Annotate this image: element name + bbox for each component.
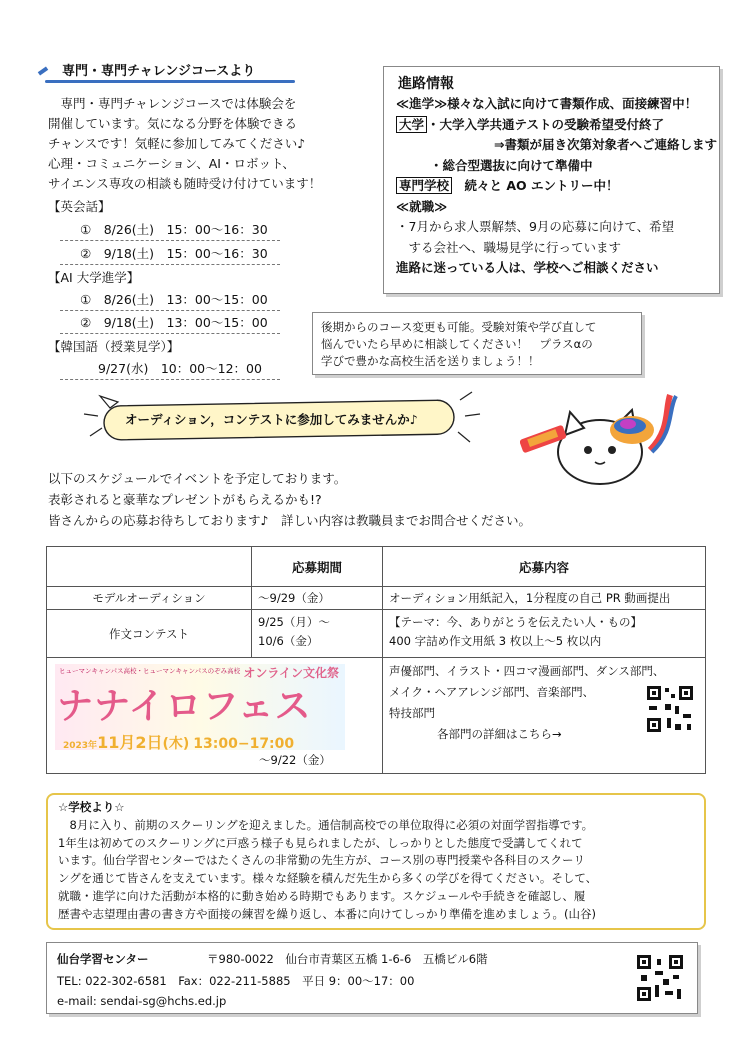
fest-title: ナナイロフェス bbox=[57, 686, 312, 727]
career-info-lines: ≪進学≫様々な入試に向けて書類作成、面接練習中！ 大学 ・大学入学共通テストの受験希望受付終了 ⇒書類が届き次第対象者へご連絡します ・総合型選抜に向けて準備中 専門学校 続々と AO エントリー中！ ≪就職≫ ・7月から求人票解禁、9月の応募に向けて、希望 する会社へ、職場見学に行っています 進路に迷っている人は、学校へご相談ください bbox=[396, 96, 717, 275]
center-address: 〒980-0022 仙台市青葉区五橋 1-6-6 五橋ビル6階 bbox=[207, 952, 488, 966]
table-header-content: 応募内容 bbox=[383, 547, 706, 587]
events-intro: 以下のスケジュールでイベントを予定しております。 表彰されると豪華なプレゼントがもらえるかも!? 皆さんからの応募お待ちしております♪ 詳しい内容は教職員までお問合せください。 bbox=[48, 471, 531, 528]
detail-link-text[interactable]: 各部門の詳細はこちら→ bbox=[437, 727, 562, 741]
qr-code-icon[interactable] bbox=[645, 684, 695, 734]
center-contact: TEL: 022-302-6581 Fax：022-211-5885 平日 9：00～17：00 bbox=[57, 974, 415, 988]
dashed-divider bbox=[60, 310, 280, 311]
footer-contact-box bbox=[46, 942, 698, 1014]
event-content: 声優部門、イラスト・四コマ漫画部門、ダンス部門、 メイク・ヘアアレンジ部門、音楽部門、 特技部門 各部門の詳細はこちら→ bbox=[383, 658, 706, 774]
career-info-title: 進路情報 bbox=[398, 76, 454, 92]
schedule-group-label: 【英会話】 bbox=[48, 199, 111, 214]
table-header-blank bbox=[47, 547, 252, 587]
banner-text: オーディション，コンテストに参加してみませんか♪ bbox=[125, 412, 418, 427]
dashed-divider bbox=[60, 333, 280, 334]
cat-painter-illustration bbox=[520, 390, 700, 500]
tag-vocational-school: 専門学校 bbox=[396, 177, 452, 194]
schedule-group-label: 【韓国語（授業見学）】 bbox=[48, 339, 180, 354]
schedule-group-label: 【AI 大学進学】 bbox=[48, 270, 140, 285]
event-period: ～9/29（金） bbox=[252, 587, 383, 610]
fest-cell bbox=[47, 658, 383, 774]
event-content: オーディション用紙記入，1分程度の自己 PR 動画提出 bbox=[383, 587, 706, 610]
center-email[interactable]: e-mail: sendai-sg@hchs.ed.jp bbox=[57, 994, 227, 1008]
dashed-divider bbox=[60, 240, 280, 241]
fest-date: 2023年11月2日(木) 13:00−17:00 bbox=[63, 733, 295, 750]
event-name: モデルオーディション bbox=[47, 587, 252, 610]
courses-title: 専門・専門チャレンジコースより bbox=[62, 64, 256, 79]
school-message-box: ☆学校より☆ 8月に入り、前期のスクーリングを迎えました。通信制高校での単位取得に必須の対面学習指導です。 1年生は初めてのスクーリングに戸惑う様子も見られましたが、しっかりとした態度で受講してくれて います。仙台学習センターではたくさんの非常勤の先生方が、コース別の専門授業や各科目のスクーリ ングを通じて皆さんを支えています。様々な経験を積んだ先生から多くの学びを得てください。そして、 就職・進学に向けた活動が本格的に動き始める時期でもあります。スケジュールや手続きを確認し、履 歴書や志望理由書の書き方や面接の練習を繰り返し、本番に向けてしっかり準備を進めましょう。(山谷) bbox=[46, 793, 706, 930]
table-header-period: 応募期間 bbox=[252, 547, 383, 587]
pencil-icon bbox=[36, 64, 50, 78]
schedule-item: ② 9/18(土) 15：00～16：30 bbox=[80, 246, 268, 261]
center-name: 仙台学習センター bbox=[57, 952, 149, 966]
dashed-divider bbox=[60, 379, 280, 380]
schedule-item: 9/27(水) 10：00～12：00 bbox=[98, 361, 262, 376]
events-table bbox=[46, 546, 706, 774]
courses-intro: 専門・専門チャレンジコースでは体験会を 開催しています。気になる分野を体験できる チャンスです！気軽に参加してみてください♪ 心理・コミュニケーション、AI・ロボット、 サイエンス専攻の相談も随時受け付けています！ bbox=[48, 96, 322, 191]
school-message-title: ☆学校より☆ bbox=[58, 800, 125, 814]
dashed-divider bbox=[60, 264, 280, 265]
schedule-item: ① 8/26(土) 13：00～15：00 bbox=[80, 292, 268, 307]
courses-title-underline bbox=[45, 80, 295, 83]
schedule-item: ① 8/26(土) 15：00～16：30 bbox=[80, 222, 268, 237]
event-period: ～9/22（金） bbox=[259, 753, 331, 767]
schedule-item: ② 9/18(土) 13：00～15：00 bbox=[80, 315, 268, 330]
event-period: 9/25（月）～ 10/6（金） bbox=[252, 610, 383, 658]
fest-poster: ヒューマンキャンパス高校・ヒューマンキャンパスのぞみ高校 オンライン文化祭 ナナイロフェス 2023年11月2日(木) 13:00−17:00 bbox=[55, 664, 345, 750]
tag-university: 大学 bbox=[396, 116, 427, 133]
course-change-note: 後期からのコース変更も可能。受験対策や学び直して 悩んでいたら早めに相談してください！ プラスαの 学びで豊かな高校生活を送りましょう！！ bbox=[312, 312, 642, 375]
event-content: 【テーマ：今、ありがとうを伝えたい人・もの】 400 字詰め作文用紙 3 枚以上～5 枚以内 bbox=[383, 610, 706, 658]
career-info-box bbox=[383, 66, 720, 294]
qr-code-icon[interactable] bbox=[635, 953, 685, 1003]
event-name: 作文コンテスト bbox=[47, 610, 252, 658]
